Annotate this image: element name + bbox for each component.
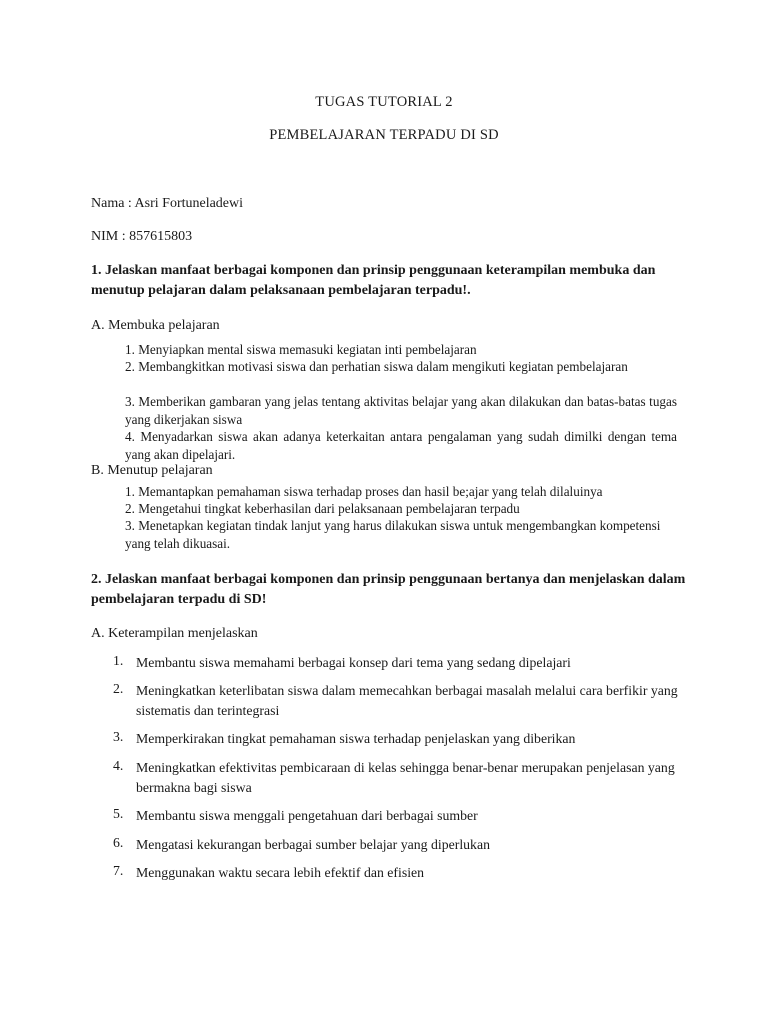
list-item: 1. Menyiapkan mental siswa memasuki kegiatan inti pembelajaran: [125, 342, 477, 357]
question-1: 1. Jelaskan manfaat berbagai komponen dan prinsip penggunaan keterampilan membuka dan menutup pelajaran dalam pelaksanaan pembelajaran terpadu!.: [91, 263, 656, 298]
section-1a-label: A. Membuka pelajaran: [91, 318, 220, 333]
list-number: 7.: [113, 863, 124, 878]
list-item: 4. Menyadarkan siswa akan adanya keterkaitan antara pengalaman yang sudah dimilki dengan tema yang akan dipelajari.: [125, 429, 677, 462]
list-number: 5.: [113, 806, 124, 821]
list-item: 2. Mengetahui tingkat keberhasilan dari pelaksanaan pembelajaran terpadu: [125, 501, 520, 516]
question-2: 2. Jelaskan manfaat berbagai komponen dan prinsip penggunaan bertanya dan menjelaskan dalam pembelajaran terpadu di SD!: [91, 572, 686, 607]
student-nim: NIM : 857615803: [91, 229, 193, 244]
list-item: 1. Memantapkan pemahaman siswa terhadap proses dan hasil be;ajar yang telah dilaluinya: [125, 484, 603, 499]
list-item: 3. Memberikan gambaran yang jelas tentang aktivitas belajar yang akan dilakukan dan batas-batas tugas yang dikerjakan siswa: [125, 394, 677, 427]
list-item: Meningkatkan keterlibatan siswa dalam memecahkan berbagai masalah melalui cara berfikir yang sistematis dan terintegrasi: [136, 683, 678, 718]
list-item: 3. Menetapkan kegiatan tindak lanjut yang harus dilakukan siswa untuk mengembangkan kompetensi yang telah dikuasai.: [125, 518, 661, 551]
list-item: Menggunakan waktu secara lebih efektif dan efisien: [136, 865, 425, 880]
list-number: 4.: [113, 758, 124, 773]
list-item: 2. Membangkitkan motivasi siswa dan perhatian siswa dalam mengikuti kegiatan pembelajaran: [125, 359, 628, 374]
list-item: Memperkirakan tingkat pemahaman siswa terhadap penjelaskan yang diberikan: [136, 731, 576, 746]
list-item: Membantu siswa menggali pengetahuan dari berbagai sumber: [136, 808, 478, 823]
list-item: Meningkatkan efektivitas pembicaraan di kelas sehingga benar-benar merupakan penjelasan yang bermakna bagi siswa: [136, 760, 675, 795]
document-subtitle: PEMBELAJARAN TERPADU DI SD: [269, 127, 499, 143]
list-number: 1.: [113, 653, 124, 668]
student-name: Nama : Asri Fortuneladewi: [91, 196, 244, 211]
section-2a-label: A. Keterampilan menjelaskan: [91, 626, 258, 641]
document-title: TUGAS TUTORIAL 2: [315, 94, 453, 110]
list-number: 2.: [113, 681, 124, 696]
list-number: 3.: [113, 729, 124, 744]
list-item: Mengatasi kekurangan berbagai sumber belajar yang diperlukan: [136, 837, 490, 852]
list-item: Membantu siswa memahami berbagai konsep dari tema yang sedang dipelajari: [136, 655, 571, 670]
list-number: 6.: [113, 835, 124, 850]
section-1b-label: B. Menutup pelajaran: [91, 463, 213, 478]
